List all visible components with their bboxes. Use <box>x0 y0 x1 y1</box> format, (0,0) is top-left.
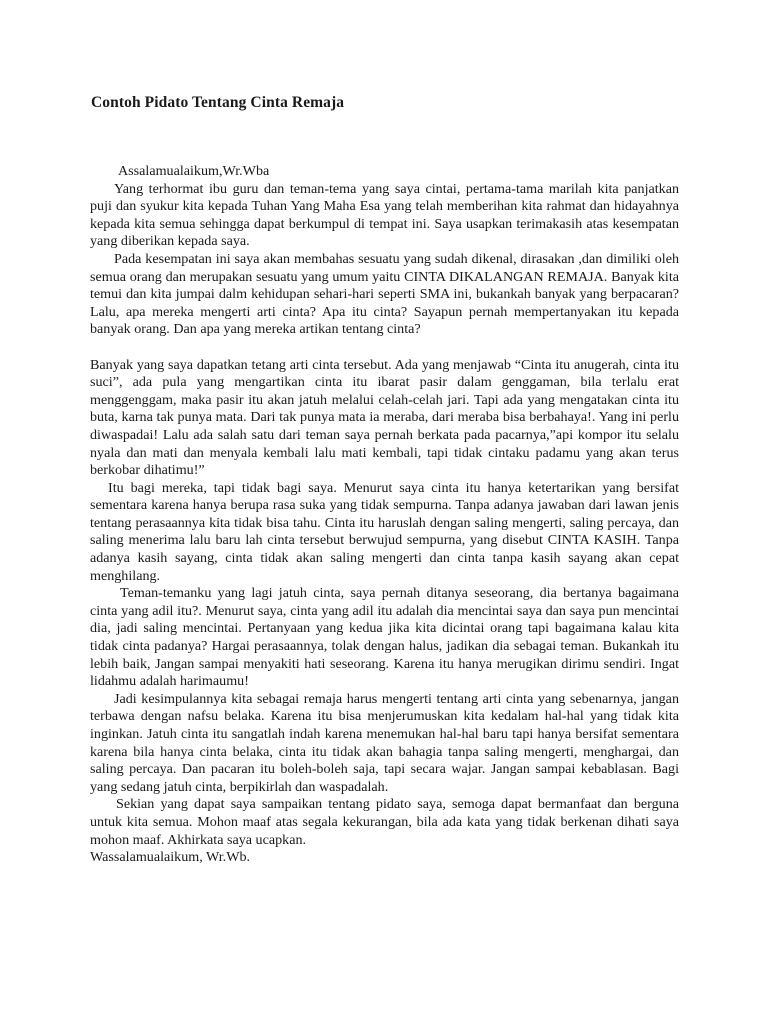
document-body <box>90 163 679 867</box>
body-paragraph: Itu bagi mereka, tapi tidak bagi saya. Menurut saya cinta itu hanya ketertarikan yang bersifat sementara karena hanya berupa rasa suka yang tidak sempurna. Tanpa adanya jawaban dari lawan jenis tentang perasaannya kita tidak bisa tahu. Cinta itu haruslah dengan saling mengerti, saling percaya, dan saling menerima lalu baru lah cinta tersebut berwujud sempurna, yang disebut CINTA KASIH. Tanpa adanya kasih sayang, cinta tidak akan saling mengerti dan cinta tanpa kasih sayang akan cepat menghilang. <box>90 479 679 584</box>
body-paragraph: Yang terhormat ibu guru dan teman-tema yang saya cintai, pertama-tama marilah kita panjatkan puji dan syukur kita kepada Tuhan Yang Maha Esa yang telah memberihan kita rahmat dan hidayahnya kepada kita semua sehingga dapat berkumpul di tempat ini. Saya usapkan terimakasih atas kesempatan yang diberikan kepada saya. <box>90 180 679 250</box>
body-paragraph: Banyak yang saya dapatkan tetang arti cinta tersebut. Ada yang menjawab “Cinta itu anugerah, cinta itu suci”, ada pula yang mengartikan cinta itu ibarat pasir dalam genggaman, bila terlalu erat menggenggam, maka pasir itu akan jatuh melalui celah-celah jari. Tapi ada yang mengatakan cinta itu buta, karna tak punya mata. Dari tak punya mata ia meraba, dari meraba bisa berbahaya!. Yang ini perlu diwaspadai! Lalu ada salah satu dari teman saya pernah berkata pada pacarnya,”api kompor itu selalu nyala dan mati dan menyala kembali lalu mati kembali, tapi tidak cintaku padamu yang akan terus berkobar dihatimu!” <box>90 356 679 479</box>
body-paragraph: Pada kesempatan ini saya akan membahas sesuatu yang sudah dikenal, dirasakan ,dan dimiliki oleh semua orang dan merupakan sesuatu yang umum yaitu CINTA DIKALANGAN REMAJA. Banyak kita temui dan kita jumpai dalm kehidupan sehari-hari seperti SMA ini, bukankah banyak yang berpacaran? Lalu, apa mereka mengerti arti cinta? Apa itu cinta? Sayapun pernah mempertanyakan itu kepada banyak orang. Dan apa yang mereka artikan tentang cinta? <box>90 250 679 338</box>
closing-paragraph: Wassalamualaikum, Wr.Wb. <box>90 849 251 866</box>
paragraph-gap <box>90 339 679 357</box>
greeting-paragraph: Assalamualaikum,Wr.Wba <box>118 163 270 179</box>
document-title: Contoh Pidato Tentang Cinta Remaja <box>91 94 345 111</box>
body-paragraph: Jadi kesimpulannya kita sebagai remaja harus mengerti tentang arti cinta yang sebenarnya, jangan terbawa dengan nafsu belaka. Karena itu bisa menjerumuskan kita kedalam hal-hal yang tidak kita inginkan. Jatuh cinta itu sangatlah indah karena menemukan hal-hal baru tapi hanya bersifat sementara karena bila hanya cinta belaka, cinta itu tidak akan bahagia tanpa saling mengerti, menghargai, dan saling percaya. Dan pacaran itu boleh-boleh saja, tapi secara wajar. Jangan sampai kebablasan. Bagi yang sedang jatuh cinta, berpikirlah dan waspadalah. <box>90 690 679 795</box>
body-paragraph: Sekian yang dapat saya sampaikan tentang pidato saya, semoga dapat bermanfaat dan berguna untuk kita semua. Mohon maaf atas segala kekurangan, bila ada kata yang tidak berkenan dihati saya mohon maaf. Akhirkata saya ucapkan. <box>90 796 679 848</box>
body-paragraph: Teman-temanku yang lagi jatuh cinta, saya pernah ditanya seseorang, dia bertanya bagaimana cinta yang adil itu?. Menurut saya, cinta yang adil itu adalah dia mencintai saya dan saya pun mencintai dia, jadi saling mencintai. Pertanyaan yang kedua jika kita dicintai orang tapi bagaimana kalau kita tidak cinta padanya? Hargai perasaannya, tolak dengan halus, jadikan dia sebagai teman. Bukankah itu lebih baik, Jangan sampai menyakiti hati seseorang. Karena itu hanya merugikan dirimu sendiri. Ingat lidahmu adalah harimaumu! <box>90 585 679 690</box>
